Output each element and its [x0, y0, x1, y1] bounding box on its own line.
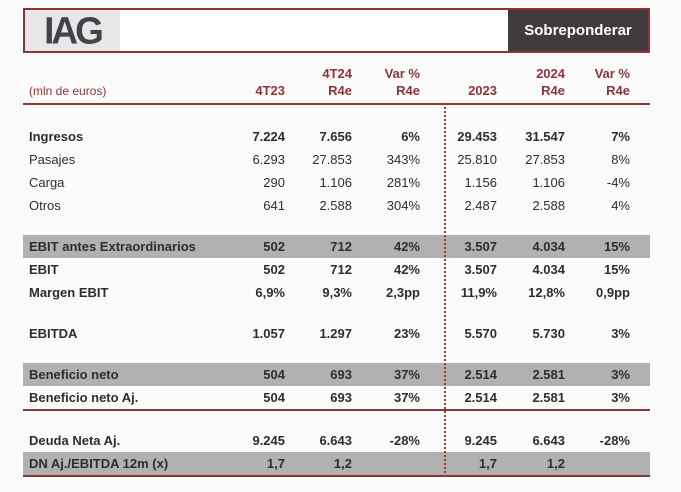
- table-row: [23, 194, 650, 217]
- cell-value: 37%: [393, 367, 420, 382]
- cell-value: 23%: [393, 326, 420, 341]
- unit-label: (mln de euros): [29, 84, 107, 98]
- cell-value: 2.514: [464, 390, 497, 405]
- cell-value: 25.810: [457, 152, 497, 167]
- cell-value: 3%: [611, 390, 630, 405]
- cell-value: 15%: [603, 262, 630, 277]
- cell-value: 641: [263, 198, 285, 213]
- cell-value: 290: [263, 175, 285, 190]
- row-label: Otros: [29, 198, 61, 213]
- cell-value: 1.106: [319, 175, 352, 190]
- cell-value: 502: [263, 262, 285, 277]
- cell-value: 1.297: [319, 326, 352, 341]
- row-label: Carga: [29, 175, 65, 190]
- row-label: EBIT antes Extraordinarios: [29, 239, 196, 254]
- cell-value: 6.643: [319, 433, 352, 448]
- table-row: [23, 148, 650, 171]
- cell-value: 1,7: [266, 456, 285, 471]
- cell-value: 37%: [393, 390, 420, 405]
- table-row: [23, 363, 650, 386]
- column-header: 2024 R4e: [536, 66, 565, 98]
- row-label: Beneficio neto Aj.: [29, 390, 139, 405]
- cell-value: 8%: [611, 152, 630, 167]
- row-label: EBIT: [29, 262, 59, 277]
- cell-value: 1.106: [532, 175, 565, 190]
- cell-value: -28%: [389, 433, 420, 448]
- cell-value: 6.293: [252, 152, 285, 167]
- cell-value: 2.581: [532, 367, 565, 382]
- cell-value: 2.514: [464, 367, 497, 382]
- cell-value: 1.057: [252, 326, 285, 341]
- cell-value: 3%: [611, 326, 630, 341]
- cell-value: -28%: [599, 433, 630, 448]
- cell-value: 6%: [401, 129, 420, 144]
- cell-value: 304%: [386, 198, 420, 213]
- cell-value: 693: [330, 390, 352, 405]
- table-row: [23, 322, 650, 345]
- rating-badge: [508, 10, 648, 51]
- table-row: [23, 386, 650, 409]
- cell-value: 504: [263, 367, 285, 382]
- row-label: Ingresos: [29, 129, 84, 144]
- table-row: [23, 429, 650, 452]
- table-header-row: [23, 60, 650, 103]
- cell-value: 42%: [393, 239, 420, 254]
- quarter-year-divider: [444, 103, 446, 477]
- cell-value: 29.453: [457, 129, 497, 144]
- cell-value: 7%: [611, 129, 630, 144]
- cell-value: 11,9%: [460, 285, 497, 300]
- row-label: Pasajes: [29, 152, 76, 167]
- cell-value: 502: [263, 239, 285, 254]
- financials-table: [23, 60, 650, 477]
- column-header: Var % R4e: [594, 66, 630, 98]
- cell-value: 2.588: [532, 198, 565, 213]
- cell-value: -4%: [606, 175, 630, 190]
- cell-value: 15%: [603, 239, 630, 254]
- column-header: 2023: [468, 83, 497, 98]
- cell-value: 9,3%: [322, 285, 352, 300]
- column-header: 4T24 R4e: [322, 66, 352, 98]
- cell-value: 6.643: [532, 433, 565, 448]
- cell-value: 343%: [386, 152, 420, 167]
- iag-logo-text: IAG: [44, 9, 101, 52]
- column-header: Var % R4e: [384, 66, 420, 98]
- cell-value: 4.034: [532, 239, 565, 254]
- section-rule: [23, 475, 650, 477]
- row-label: EBITDA: [29, 326, 78, 341]
- cell-value: 2.581: [532, 390, 565, 405]
- cell-value: 6,9%: [255, 285, 285, 300]
- cell-value: 7.656: [319, 129, 352, 144]
- cell-value: 42%: [393, 262, 420, 277]
- cell-value: 504: [263, 390, 285, 405]
- row-label: Deuda Neta Aj.: [29, 433, 121, 448]
- table-row: [23, 125, 650, 148]
- rating-badge-label: Sobreponderar: [524, 22, 632, 39]
- table-body: [23, 105, 650, 477]
- cell-value: 2,3pp: [386, 285, 420, 300]
- iag-logo: [25, 10, 120, 51]
- cell-value: 27.853: [312, 152, 352, 167]
- cell-value: 3%: [611, 367, 630, 382]
- table-row: [23, 171, 650, 194]
- cell-value: 3.507: [464, 262, 497, 277]
- cell-value: 281%: [386, 175, 420, 190]
- cell-value: 1,2: [546, 456, 565, 471]
- row-label: DN Aj./EBITDA 12m (x): [29, 456, 169, 471]
- table-row: [23, 452, 650, 475]
- cell-value: 1,2: [333, 456, 352, 471]
- cell-value: 3.507: [464, 239, 497, 254]
- table-row: [23, 258, 650, 281]
- cell-value: 5.730: [532, 326, 565, 341]
- cell-value: 31.547: [525, 129, 565, 144]
- cell-value: 4%: [611, 198, 630, 213]
- cell-value: 12,8%: [528, 285, 565, 300]
- cell-value: 27.853: [525, 152, 565, 167]
- cell-value: 5.570: [464, 326, 497, 341]
- cell-value: 712: [330, 239, 352, 254]
- cell-value: 0,9pp: [596, 285, 630, 300]
- cell-value: 4.034: [532, 262, 565, 277]
- table-row: [23, 281, 650, 304]
- cell-value: 2.588: [319, 198, 352, 213]
- cell-value: 1.156: [464, 175, 497, 190]
- column-header: 4T23: [255, 83, 285, 98]
- cell-value: 1,7: [478, 456, 497, 471]
- cell-value: 712: [330, 262, 352, 277]
- row-label: Beneficio neto: [29, 367, 119, 382]
- cell-value: 9.245: [252, 433, 285, 448]
- cell-value: 7.224: [252, 129, 285, 144]
- header-bar: [23, 8, 650, 53]
- cell-value: 2.487: [464, 198, 497, 213]
- row-label: Margen EBIT: [29, 285, 109, 300]
- cell-value: 693: [330, 367, 352, 382]
- table-row: [23, 235, 650, 258]
- cell-value: 9.245: [464, 433, 497, 448]
